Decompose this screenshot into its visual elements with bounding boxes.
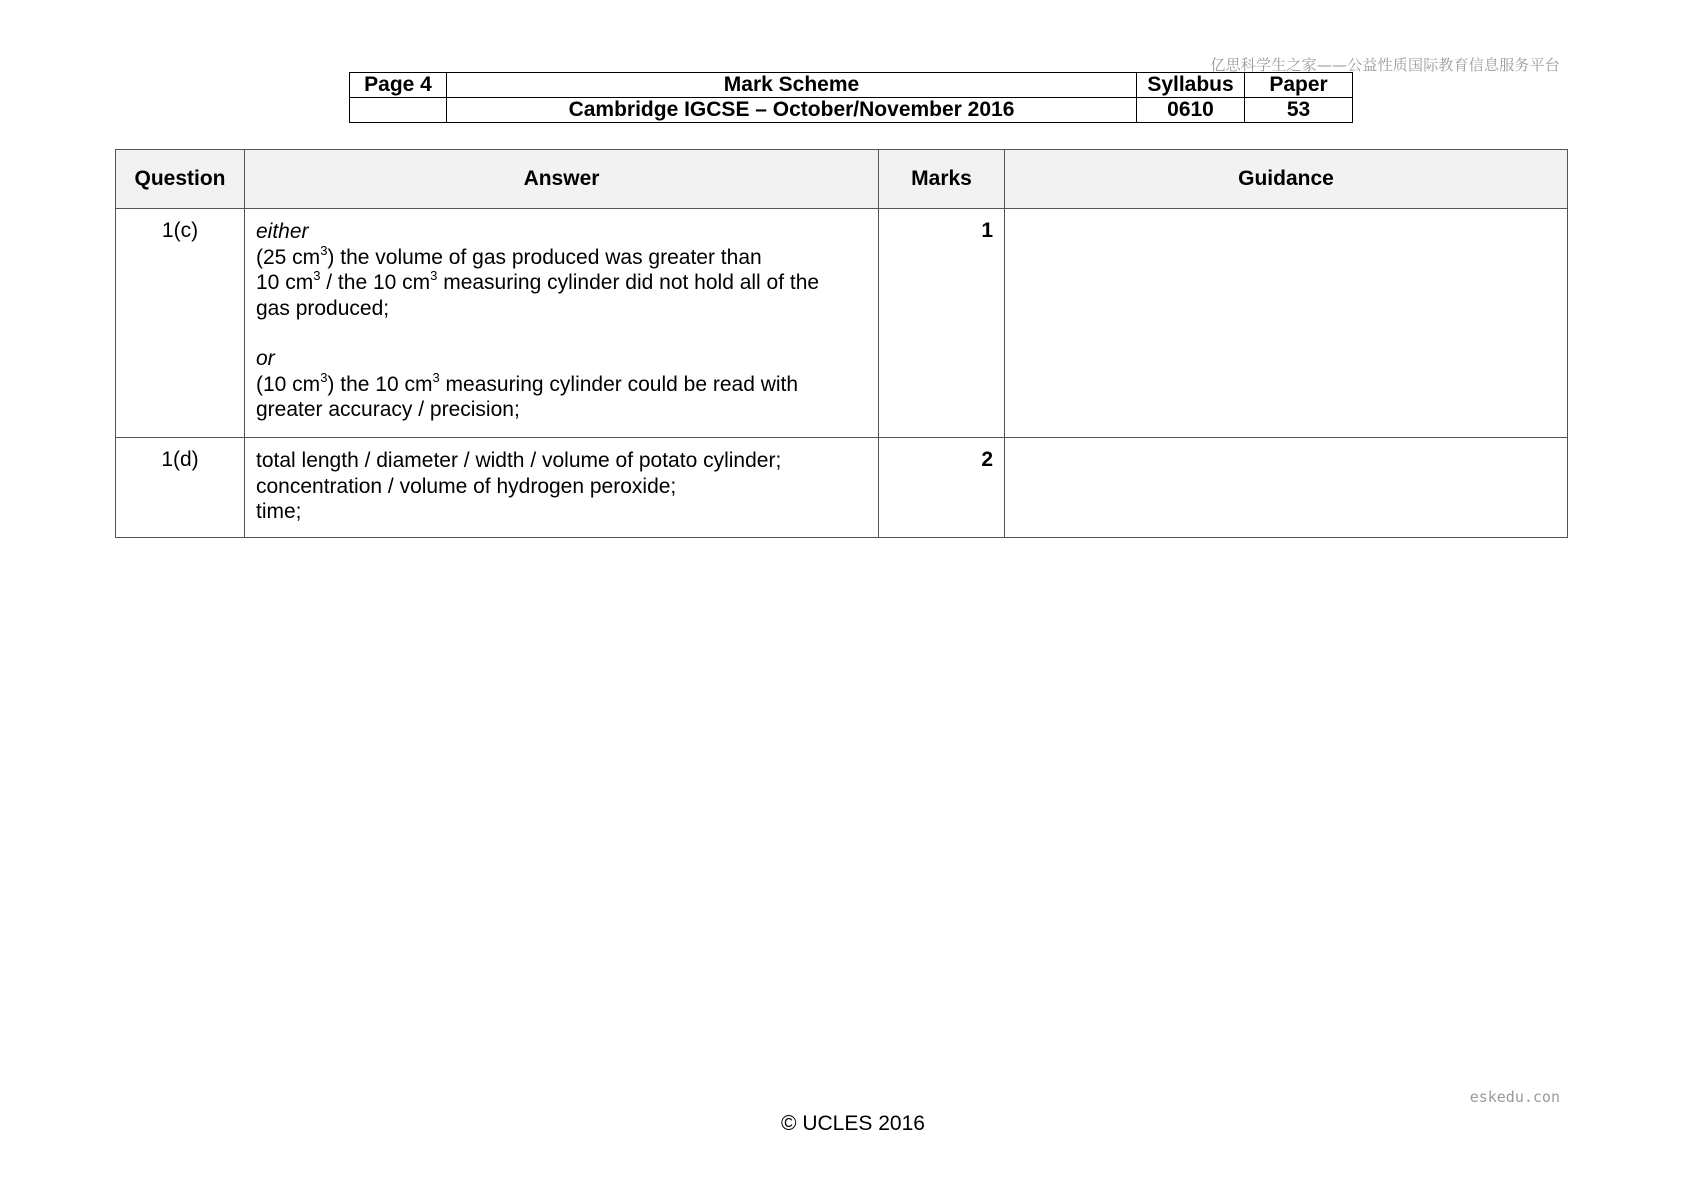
marks-value: 2 <box>879 438 1005 538</box>
table-row <box>116 209 1568 438</box>
column-header-marks: Marks <box>879 150 1005 209</box>
answer-line: total length / diameter / width / volume of potato cylinder; <box>256 449 782 472</box>
answer-line: gas produced; <box>256 296 390 320</box>
watermark-bottom: eskedu.con <box>1469 1088 1560 1106</box>
question-number: 1(c) <box>116 209 245 438</box>
exam-name: Cambridge IGCSE – October/November 2016 <box>447 98 1137 123</box>
answer-line: 10 $cm^3$ / the 10 $cm^3$ measuring cylinder did not hold all of the <box>256 268 820 294</box>
marks-value: 1 <box>879 209 1005 438</box>
syllabus-code: 0610 <box>1137 98 1245 123</box>
guidance-cell <box>1005 438 1568 538</box>
page-number-empty <box>350 98 447 123</box>
answer-line: time; <box>256 500 302 523</box>
question-number: 1(d) <box>116 438 245 538</box>
answer-line: (25 $cm^3$) the volume of gas produced was greater than <box>256 242 762 269</box>
guidance-cell <box>1005 209 1568 438</box>
answer-cell <box>245 209 879 438</box>
answer-line: (10 $cm^3$) the 10 $cm^3$ measuring cylinder could be read with <box>256 369 799 396</box>
page-header-table <box>349 72 1353 123</box>
table-header-row <box>116 150 1568 209</box>
paper-label: Paper <box>1245 73 1353 98</box>
syllabus-label: Syllabus <box>1137 73 1245 98</box>
column-header-guidance: Guidance <box>1005 150 1568 209</box>
answer-line: concentration / volume of hydrogen peroxide; <box>256 474 677 498</box>
column-header-answer: Answer <box>245 150 879 209</box>
header-row-1 <box>350 73 1353 98</box>
or-label: or <box>256 347 275 370</box>
answer-cell <box>245 438 879 538</box>
paper-number: 53 <box>1245 98 1353 123</box>
column-header-question: Question <box>116 150 245 209</box>
page-number: Page 4 <box>350 73 447 98</box>
watermark-top: 亿思科学生之家——公益性质国际教育信息服务平台 <box>1210 56 1560 74</box>
header-row-2 <box>350 98 1353 123</box>
either-label: either <box>256 220 309 243</box>
copyright-footer: © UCLES 2016 <box>781 1112 925 1135</box>
table-row <box>116 438 1568 538</box>
answer-line: greater accuracy / precision; <box>256 398 520 421</box>
document-title: Mark Scheme <box>447 73 1137 98</box>
mark-scheme-table <box>115 149 1568 538</box>
